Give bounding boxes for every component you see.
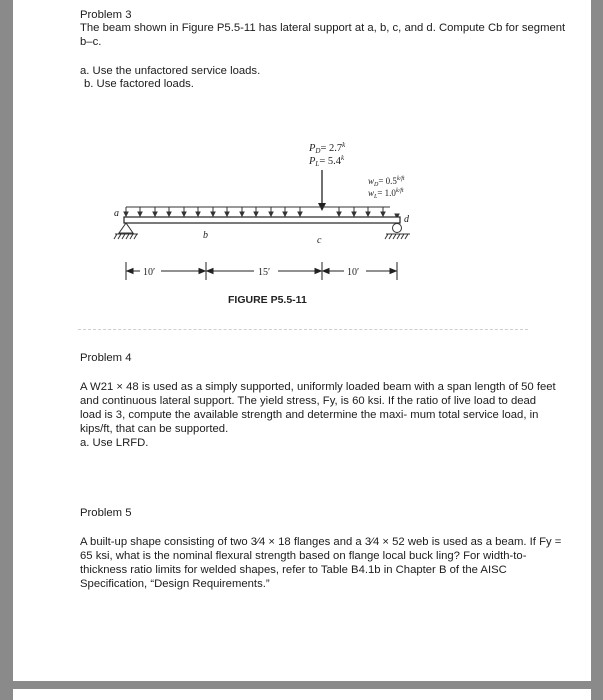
problem5-text-line4: Specification, “Design Requirements.” [80, 578, 270, 590]
section-divider [78, 329, 528, 330]
label-d: d [404, 214, 409, 225]
point-load-dead-label: $PD= 2.7^k$ [309, 141, 346, 155]
beam-figure [0, 0, 603, 330]
dist-load-live-label: $w_L= 1.0^{k/ft}$ [368, 188, 404, 200]
problem4-text-line2: and continuous lateral support. The yield stress, Fy, is 60 ksi. If the ratio of live load to dead [80, 395, 537, 407]
problem3-text-line2: b–c. [80, 36, 102, 48]
pin-support-a [114, 223, 138, 239]
problem4-part-a: a. Use LRFD. [80, 437, 149, 449]
problem5-text-line1: A built-up shape consisting of two 3⁄4 × 18 flanges and a 3⁄4 × 52 web is used as a beam. If Fy = [80, 536, 562, 548]
problem4-text-line1: A W21 × 48 is used as a simply supported, uniformly loaded beam with a span length of 50 feet [80, 381, 556, 393]
problem3-part-b: b. Use factored loads. [84, 78, 194, 90]
problem3-text-line1: The beam shown in Figure P5.5-11 has lateral support at a, b, c, and d. Compute Cb for segment [80, 22, 566, 34]
label-b: b [203, 230, 208, 241]
problem5-heading: Problem 5 [80, 507, 132, 519]
problem5-text-line2: 65 ksi, what is the nominal flexural strength based on flange local buck ling? For width-to- [80, 550, 527, 562]
problem4-text-line3: load is 3, compute the available strength and determine the maxi- mum total service load, in [80, 409, 539, 421]
label-c: c [317, 235, 322, 246]
next-page-edge [13, 689, 591, 700]
dimension-1: 10′ [143, 267, 156, 278]
label-a: a [114, 208, 119, 219]
problem5-text-line3: thickness ratio limits for welded shapes, refer to Table B4.1b in Chapter B of the AISC [80, 564, 507, 576]
dist-load-dead-label: $w_D= 0.5^{k/ft}$ [368, 176, 405, 188]
roller-support-d [385, 224, 410, 240]
problem4-text-line4: kips/ft, that can be supported. [80, 423, 229, 435]
figure-caption: FIGURE P5.5-11 [228, 294, 307, 306]
problem3-heading: Problem 3 [80, 9, 132, 21]
problem4-heading: Problem 4 [80, 352, 132, 364]
problem3-part-a: a. Use the unfactored service loads. [80, 65, 261, 77]
dimension-2: 15′ [258, 267, 271, 278]
distributed-load-arrows [124, 207, 399, 218]
point-load-live-label: $PL= 5.4^k$ [309, 154, 345, 168]
dimension-3: 10′ [347, 267, 360, 278]
beam [124, 217, 400, 223]
